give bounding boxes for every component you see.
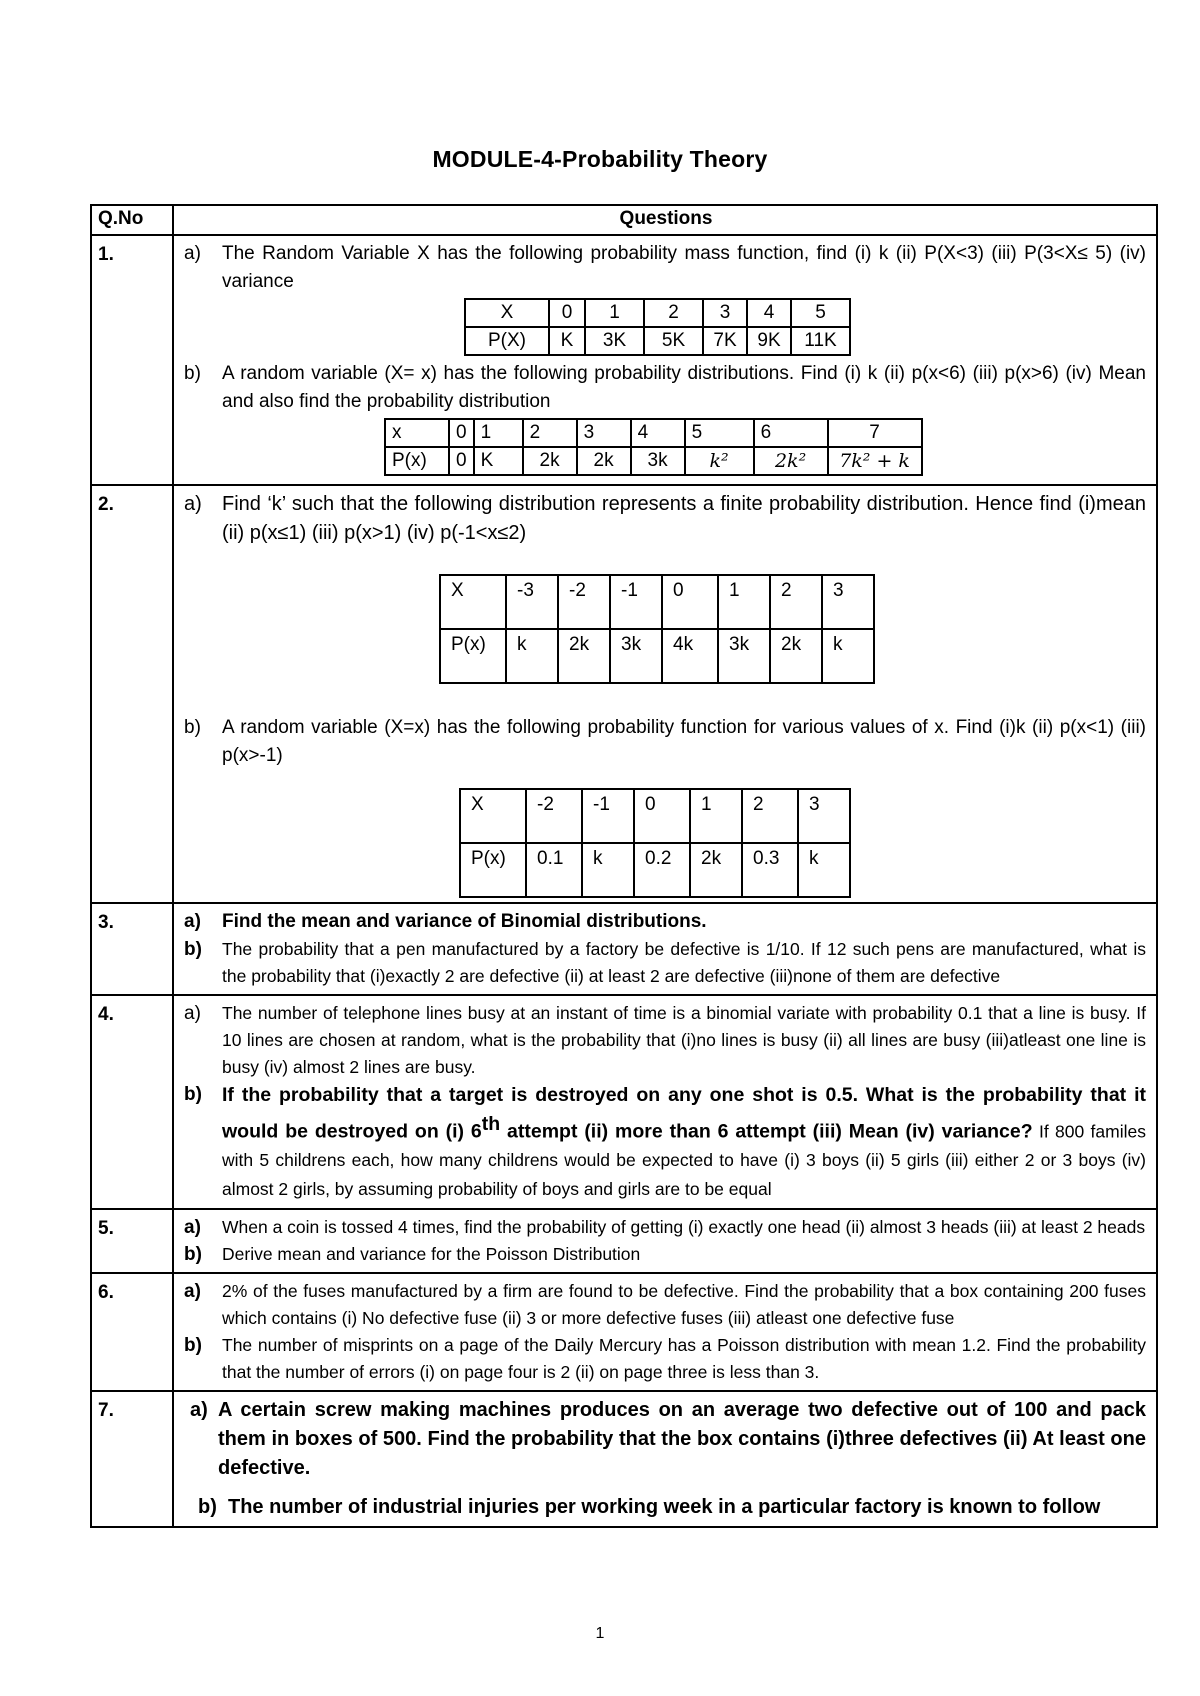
table-cell: k xyxy=(822,629,874,683)
question-body xyxy=(173,235,1157,485)
subquestion-text: The number of misprints on a page of the Daily Mercury has a Poisson distribution with mean 1.2. Find the probability that the number of errors (i) on page four is 2 (ii) on page three is less than 3. xyxy=(222,1335,1146,1383)
subquestion-text: Find ‘k’ such that the following distribution represents a finite probability distribution. Hence find (i)mean (ii) p(x≤1) (iii) p(x>1) (iv) p(-1<x≤2) xyxy=(222,493,1146,544)
table-cell: K xyxy=(549,327,585,355)
table-row xyxy=(385,447,922,475)
table-row xyxy=(460,789,850,843)
table-cell: 0.3 xyxy=(742,843,798,897)
question-row-6 xyxy=(91,1273,1157,1391)
table-cell: 0 xyxy=(662,575,718,629)
subquestion-text-part: attempt (ii) more than 6 attempt (iii) Mean (iv) variance? xyxy=(500,1120,1033,1143)
table-cell: -2 xyxy=(558,575,610,629)
questions-header: Questions xyxy=(173,205,1157,235)
question-row-5 xyxy=(91,1209,1157,1273)
subquestion-label: b) xyxy=(184,717,201,738)
subquestion-text: A random variable (X= x) has the following probability distributions. Find (i) k (ii) p(x<6) (iii) p(x>6) (iv) Mean and also find the probability distribution xyxy=(222,363,1146,412)
table-cell: 3 xyxy=(703,299,747,327)
table-cell: 2 xyxy=(770,575,822,629)
table-cell: 0 xyxy=(634,789,690,843)
superscript-th: th xyxy=(481,1113,501,1135)
subquestion-label: a) xyxy=(184,911,201,932)
table-cell: 7K xyxy=(703,327,747,355)
subquestion-b xyxy=(184,1493,1146,1522)
subquestion-a xyxy=(184,1396,1146,1483)
pmf-table-q1a xyxy=(464,298,851,356)
subquestion-b xyxy=(184,936,1146,990)
header-row xyxy=(91,205,1157,235)
table-cell: K xyxy=(474,447,523,475)
table-cell: X xyxy=(460,789,526,843)
table-cell: 1 xyxy=(718,575,770,629)
table-cell: x xyxy=(385,419,449,447)
question-number: 6. xyxy=(91,1273,173,1391)
subquestion-text: The number of telephone lines busy at an instant of time is a binomial variate with probability 0.1 that a line is busy. If 10 lines are chosen at random, what is the probability that (i)no lines is busy (ii) all lines are busy (iii)atleast one line is busy (iv) almost 2 lines are busy. xyxy=(222,1003,1146,1077)
question-body xyxy=(173,995,1157,1209)
table-cell: 3K xyxy=(585,327,644,355)
question-body xyxy=(173,485,1157,903)
table-cell: 11K xyxy=(791,327,850,355)
table-row xyxy=(465,327,850,355)
question-number: 1. xyxy=(91,235,173,485)
subquestion-a xyxy=(184,490,1146,548)
subquestion-label: a) xyxy=(184,243,201,264)
table-cell: 0.1 xyxy=(526,843,582,897)
table-cell: 1 xyxy=(585,299,644,327)
subquestion-label: a) xyxy=(190,1399,208,1422)
table-cell: 2 xyxy=(523,419,577,447)
table-cell: -2 xyxy=(526,789,582,843)
table-cell: 3 xyxy=(798,789,850,843)
table-cell: P(x) xyxy=(460,843,526,897)
table-cell: 3 xyxy=(577,419,631,447)
page-number: 1 xyxy=(595,1625,605,1642)
subquestion-text: The probability that a pen manufactured by a factory be defective is 1/10. If 12 such pens are manufactured, what is the probability that (i)exactly 2 are defective (ii) at least 2 are defective (iii)none of them are defective xyxy=(222,939,1146,986)
question-number: 3. xyxy=(91,903,173,995)
table-cell: 3 xyxy=(822,575,874,629)
table-cell: 9K xyxy=(747,327,791,355)
table-row xyxy=(440,575,874,629)
table-cell: 7k² + k xyxy=(828,447,922,475)
subquestion-label: a) xyxy=(184,1003,201,1024)
subquestion-text: 2% of the fuses manufactured by a firm are found to be defective. Find the probability that a box containing 200 fuses which contains (i) No defective fuse (ii) 3 or more defective fuses (iii) atleast one defective fuse xyxy=(222,1281,1146,1329)
subquestion-label: a) xyxy=(184,1281,201,1303)
table-cell: P(X) xyxy=(465,327,549,355)
table-cell: 0.2 xyxy=(634,843,690,897)
question-row-7 xyxy=(91,1391,1157,1527)
question-number: 2. xyxy=(91,485,173,903)
subquestion-label: b) xyxy=(184,1335,202,1357)
table-cell: 2k xyxy=(523,447,577,475)
subquestion-b xyxy=(184,1081,1146,1204)
subquestion-text: A random variable (X=x) has the following probability function for various values of x. Find (i)k (ii) p(x<1) (iii) p(x>-1) xyxy=(222,717,1146,766)
table-cell: 5K xyxy=(644,327,703,355)
table-cell: 0 xyxy=(449,419,474,447)
subquestion-a xyxy=(184,1278,1146,1332)
question-row-4 xyxy=(91,995,1157,1209)
subquestion-text-part: If the probability that a target is destroyed on any one shot is 0.5. What is the probability that it would be destroyed on (i) 6 xyxy=(222,1084,1146,1143)
subquestion-b xyxy=(184,1332,1146,1386)
questions-table xyxy=(90,204,1158,1528)
question-number: 7. xyxy=(91,1391,173,1527)
question-row-3 xyxy=(91,903,1157,995)
subquestion-text: The Random Variable X has the following probability mass function, find (i) k (ii) P(X<3) (iii) P(3<X≤ 5) (iv) variance xyxy=(222,243,1146,292)
question-body xyxy=(173,903,1157,995)
table-row xyxy=(465,299,850,327)
subquestion-a xyxy=(184,1214,1146,1241)
table-cell: 5 xyxy=(791,299,850,327)
table-cell: k xyxy=(798,843,850,897)
table-row xyxy=(460,843,850,897)
table-cell: -1 xyxy=(610,575,662,629)
table-cell: 4 xyxy=(747,299,791,327)
table-cell: 2k xyxy=(690,843,742,897)
table-cell: 5 xyxy=(685,419,754,447)
table-cell: 7 xyxy=(828,419,922,447)
table-cell: -3 xyxy=(506,575,558,629)
table-cell: P(x) xyxy=(385,447,449,475)
table-cell: 3k xyxy=(631,447,685,475)
subquestion-label: a) xyxy=(184,1217,201,1239)
subquestion-label: b) xyxy=(184,939,202,960)
pmf-table-q1b xyxy=(384,418,923,476)
subquestion-text: The number of industrial injuries per working week in a particular factory is known to follow xyxy=(228,1496,1101,1519)
table-cell: 4k xyxy=(662,629,718,683)
subquestion-b xyxy=(184,360,1146,416)
table-cell: -1 xyxy=(582,789,634,843)
table-cell: 2k xyxy=(770,629,822,683)
subquestion-label: b) xyxy=(198,1496,217,1519)
table-cell: 0 xyxy=(449,447,474,475)
subquestion-text: Find the mean and variance of Binomial distributions. xyxy=(222,911,707,932)
table-cell: 2k² xyxy=(754,447,828,475)
subquestion-text xyxy=(222,1081,1146,1204)
table-cell: 2k xyxy=(558,629,610,683)
subquestion-b xyxy=(184,1241,1146,1268)
question-body xyxy=(173,1391,1157,1527)
subquestion-text-part: If 800 familes with 5 childrens each, how many childrens would be expected to have (i) 3 boys (ii) 5 girls (iii) either 2 or 3 boys (iv) almost 2 girls, by assuming probability of boys and girls are to be equal xyxy=(222,1121,1146,1200)
subquestion-a xyxy=(184,1000,1146,1081)
question-body xyxy=(173,1209,1157,1273)
table-cell: k xyxy=(582,843,634,897)
table-row xyxy=(385,419,922,447)
subquestion-label: a) xyxy=(184,493,202,515)
subquestion-b xyxy=(184,714,1146,770)
table-cell: 1 xyxy=(474,419,523,447)
question-body xyxy=(173,1273,1157,1391)
pmf-table-q2b xyxy=(459,788,851,898)
table-cell: P(x) xyxy=(440,629,506,683)
question-number: 4. xyxy=(91,995,173,1209)
table-row xyxy=(440,629,874,683)
subquestion-label: b) xyxy=(184,1084,202,1105)
question-row-1 xyxy=(91,235,1157,485)
qno-header: Q.No xyxy=(91,205,173,235)
table-cell: 2k xyxy=(577,447,631,475)
table-cell: 3k xyxy=(610,629,662,683)
subquestion-text: Derive mean and variance for the Poisson Distribution xyxy=(222,1244,641,1265)
table-cell: k xyxy=(506,629,558,683)
subquestion-label: b) xyxy=(184,363,201,384)
subquestion-a xyxy=(184,908,1146,936)
subquestion-text: When a coin is tossed 4 times, find the probability of getting (i) exactly one head (ii) almost 3 heads (iii) at least 2 heads xyxy=(222,1217,1146,1238)
table-cell: 0 xyxy=(549,299,585,327)
page-title: MODULE-4-Probability Theory xyxy=(432,146,768,172)
subquestion-label: b) xyxy=(184,1244,202,1266)
pmf-table-q2a xyxy=(439,574,875,684)
table-cell: k² xyxy=(685,447,754,475)
table-cell: 2 xyxy=(644,299,703,327)
subquestion-a xyxy=(184,240,1146,296)
question-number: 5. xyxy=(91,1209,173,1273)
subquestion-text: A certain screw making machines produces on an average two defective out of 100 and pack them in boxes of 500. Find the probability that the box contains (i)three defectives (ii) At least one defective. xyxy=(218,1399,1146,1480)
question-row-2 xyxy=(91,485,1157,903)
table-cell: 2 xyxy=(742,789,798,843)
table-cell: 1 xyxy=(690,789,742,843)
table-cell: 6 xyxy=(754,419,828,447)
table-cell: 4 xyxy=(631,419,685,447)
table-cell: X xyxy=(440,575,506,629)
table-cell: 3k xyxy=(718,629,770,683)
table-cell: X xyxy=(465,299,549,327)
